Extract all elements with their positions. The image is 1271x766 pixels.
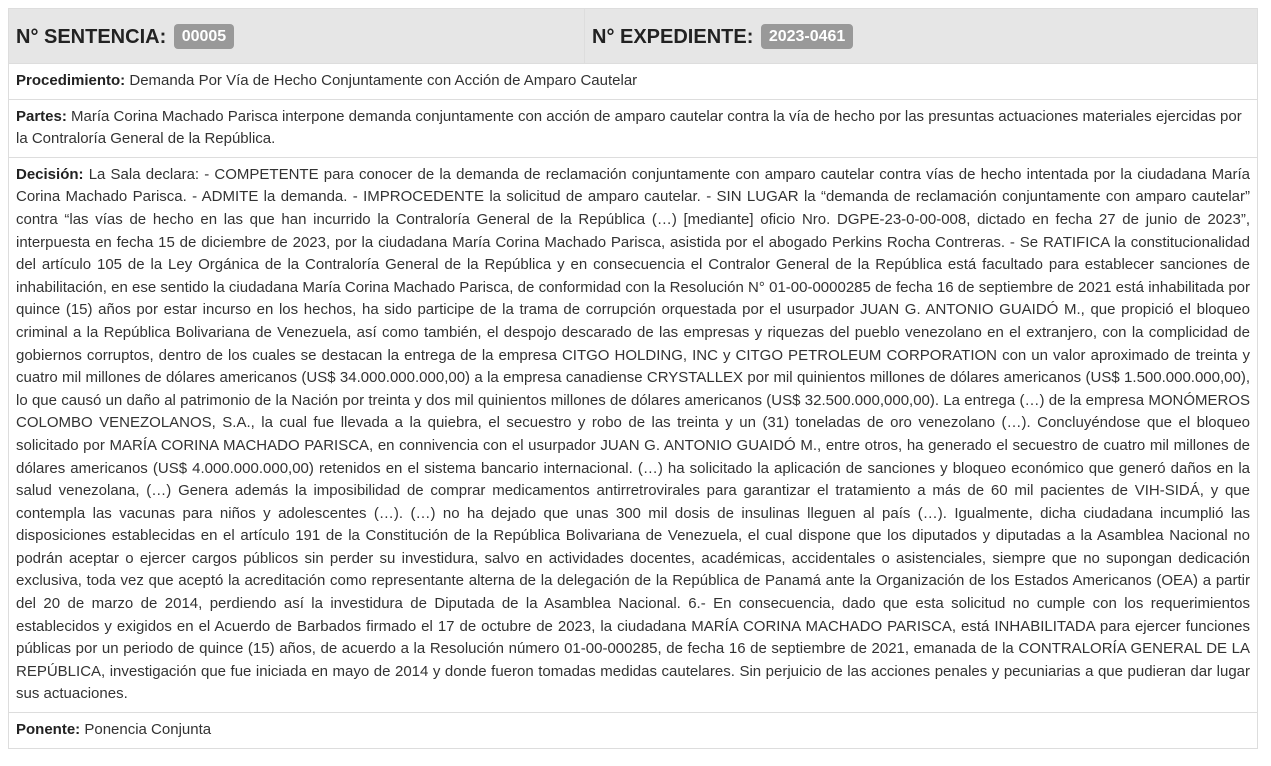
partes-label: Partes: — [16, 107, 67, 125]
procedimiento-text: Demanda Por Vía de Hecho Conjuntamente con Acción de Amparo Cautelar — [129, 72, 638, 89]
decision-cell — [9, 157, 1258, 712]
procedimiento-row — [9, 64, 1258, 100]
partes-cell — [9, 99, 1258, 157]
decision-text: La Sala declara: - COMPETENTE para conocer de la demanda de reclamación conjuntamente con amparo cautelar contra vías de hecho intentada por la ciudadana María Corina Machado Parisca. - ADMITE la demanda. - IMPROCEDENTE la solicitud de amparo cautelar. - SIN LUGAR la “demanda de reclamación conjuntamente con amparo cautelar” contra “las vías de hecho en las que han incurrido la Contraloría General de la República (…) [mediante] oficio Nro. DGPE-23-0-00-008, dictado en fecha 27 de junio de 2023”, interpuesta en fecha 15 de diciembre de 2023, por la ciudadana María Corina Machado Parisca, asistida por el abogado Perkins Rocha Contreras. - Se RATIFICA la constitucionalidad del artículo 105 de la Ley Orgánica de la Contraloría General de la República y en consecuencia el Contralor General de la República está facultado para establecer sanciones de inhabilitación, en ese sentido la ciudadana María Corina Machado Parisca, de conformidad con la Resolución N° 01-00-0000285 de fecha 16 de septiembre de 2021 está inhabilitada por quince (15) años por estar incurso en los hechos, ha sido participe de la trama de corrupción orquestada por el usurpador JUAN G. ANTONIO GUAIDÓ M., que propició el bloqueo criminal a la República Bolivariana de Venezuela, así como también, el despojo descarado de las empresas y riquezas del pueblo venezolano en el extranjero, con la complicidad de gobiernos corruptos, dentro de los cuales se destacan la entrega de la empresa CITGO HOLDING, INC y CITGO PETROLEUM CORPORATION con un valor aproximado de treinta y cuatro mil millones de dólares americanos (US$ 34.000.000.000,00) a la empresa canadiense CRYSTALLEX por mil quinientos millones de dólares americanos (US$ 1.500.000.000,00), lo que causó un daño al patrimonio de la Nación por treinta y dos mil quinientos millones de dólares americanos (US$ 32.500.000,000,00). La entrega (…) de la empresa MONÓMEROS COLOMBO VENEZOLANOS, S.A., la cual fue llevada a la quiebra, el secuestro y robo de las treinta y un (31) toneladas de oro venezolano (…). Concluyéndose que el bloqueo solicitado por MARÍA CORINA MACHADO PARISCA, en connivencia con el usurpador JUAN G. ANTONIO GUAIDÓ M., entre otros, ha generado el secuestro de cuatro mil millones de dólares americanos (US$ 4.000.000.000,00) retenidos en el sistema bancario internacional. (…) ha solicitado la aplicación de sanciones y bloqueo económico que generó daños en la salud venezolana, (…) Genera además la imposibilidad de comprar medicamentos antirretrovirales para garantizar el tratamiento a más de 60 mil pacientes de VIH-SIDÁ, y que contempla las vacunas para niños y adolescentes (…). (…) no ha dejado que unas 300 mil dosis de insulinas lleguen al país (…). Igualmente, dicha ciudadana incumplió las disposiciones establecidas en el artículo 191 de la Constitución de la República Bolivariana de Venezuela, el cual dispone que los diputados y diputadas a la Asamblea Nacional no podrán aceptar o ejercer cargos públicos sin perder su investidura, salvo en actividades docentes, académicas, accidentales o asistenciales, siempre que no supongan dedicación exclusiva, toda vez que aceptó la acreditación como representante alterna de la delegación de la República de Panamá ante la Organización de los Estados Americanos (OEA) a partir del 20 de marzo de 2014, perdiendo así la investidura de Diputada de la Asamblea Nacional. 6.- En consecuencia, dado que esta solicitud no cumple con los requerimientos establecidos y exigidos en el Acuerdo de Barbados firmado el 17 de octubre de 2023, la ciudadana MARÍA CORINA MACHADO PARISCA, está INHABILITADA para ejercer funciones públicas por un periodo de quince (15) años, de acuerdo a la Resolución número 01-00-000285, de fecha 16 de septiembre de 2021, emanada de la CONTRALORÍA GENERAL DE LA REPÚBLICA, investigación que fue iniciada en mayo de 2014 y donde fueron tomadas medidas cautelares. Sin perjuicio de las acciones penales y pecuniarias a que pudieran dar lugar sus actuaciones. — [16, 165, 1250, 703]
sentencia-table — [8, 8, 1258, 749]
sentencia-number-badge: 00005 — [174, 24, 235, 49]
expediente-cell — [585, 9, 1258, 64]
sentencia-card — [8, 8, 1257, 749]
expediente-label: N° EXPEDIENTE: — [592, 25, 754, 48]
ponente-cell — [9, 713, 1258, 749]
partes-text: María Corina Machado Parisca interpone demanda conjuntamente con acción de amparo cautelar contra la vía de hecho por las presuntas actuaciones materiales ejercidas por la Contraloría General de la República. — [16, 107, 1242, 148]
procedimiento-label: Procedimiento: — [16, 72, 126, 89]
decision-row — [9, 157, 1258, 712]
ponente-label: Ponente: — [16, 721, 81, 739]
decision-label: Decisión: — [16, 165, 84, 183]
partes-row — [9, 99, 1258, 157]
ponente-text: Ponencia Conjunta — [84, 721, 212, 739]
procedimiento-cell — [9, 64, 1258, 100]
ponente-row — [9, 713, 1258, 749]
expediente-number-badge: 2023-0461 — [761, 24, 854, 49]
sentencia-cell — [9, 9, 585, 64]
sentencia-label: N° SENTENCIA: — [16, 25, 167, 48]
header-row — [9, 9, 1258, 64]
